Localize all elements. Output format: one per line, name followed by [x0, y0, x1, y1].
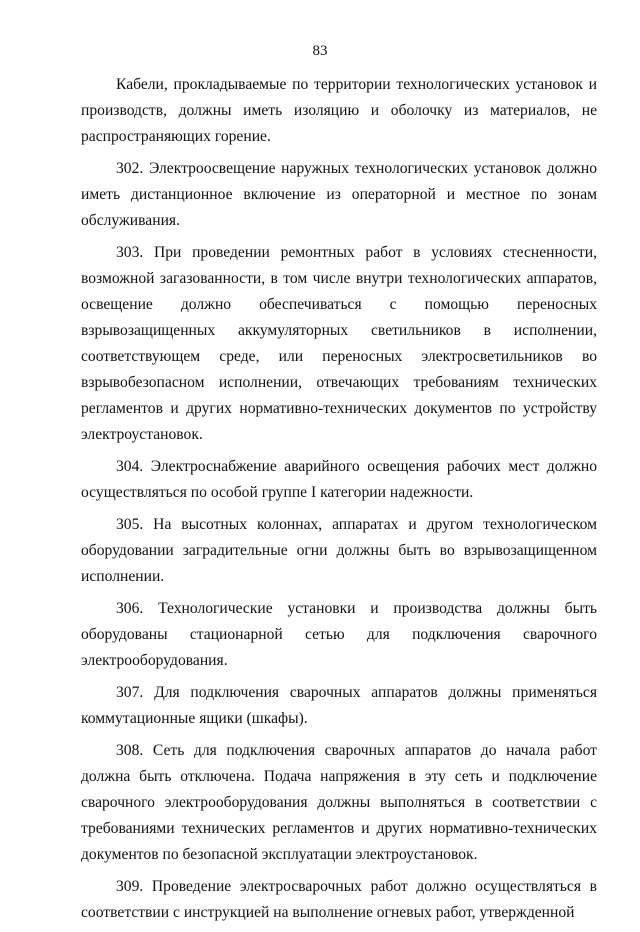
page-number: 83	[312, 43, 328, 59]
paragraph-308: 308. Сеть для подключения сварочных аппаратов до начала работ должна быть отключена. Подача напряжения в эту сеть и подключение сварочного электрооборудования должны выполняться в соответствии с требованиями технических регламентов и других нормативно-технических документов по безопасной эксплуатации электроустановок.	[81, 742, 597, 863]
paragraph-306: 306. Технологические установки и производства должны быть оборудованы стационарной сетью для подключения сварочного электрооборудования.	[81, 600, 597, 669]
paragraph-307: 307. Для подключения сварочных аппаратов должны применяться коммутационные ящики (шкафы).	[81, 684, 597, 727]
paragraph-305: 305. На высотных колоннах, аппаратах и другом технологическом оборудовании заградительные огни должны быть во взрывозащищенном исполнении.	[81, 516, 597, 585]
body-text	[81, 72, 597, 932]
paragraph-304: 304. Электроснабжение аварийного освещения рабочих мест должно осуществляться по особой группе I категории надежности.	[81, 458, 597, 501]
paragraph-cables: Кабели, прокладываемые по территории технологических установок и производств, должны иметь изоляцию и оболочку из материалов, не распространяющих горение.	[81, 76, 597, 145]
paragraph-303: 303. При проведении ремонтных работ в условиях стесненности, возможной загазованности, в том числе внутри технологических аппаратов, освещение должно обеспечиваться с помощью переносных взрывозащищенных аккумуляторных светильников в исполнении, соответствующем среде, или переносных электросветильников во взрывобезопасном исполнении, отвечающих требованиям технических регламентов и других нормативно-технических документов по устройству электроустановок.	[81, 244, 597, 443]
paragraph-302: 302. Электроосвещение наружных технологических установок должно иметь дистанционное включение из операторной и местное по зонам обслуживания.	[81, 160, 597, 229]
paragraph-309: 309. Проведение электросварочных работ должно осуществляться в соответствии с инструкцией на выполнение огневых работ, утвержденной	[81, 878, 597, 921]
